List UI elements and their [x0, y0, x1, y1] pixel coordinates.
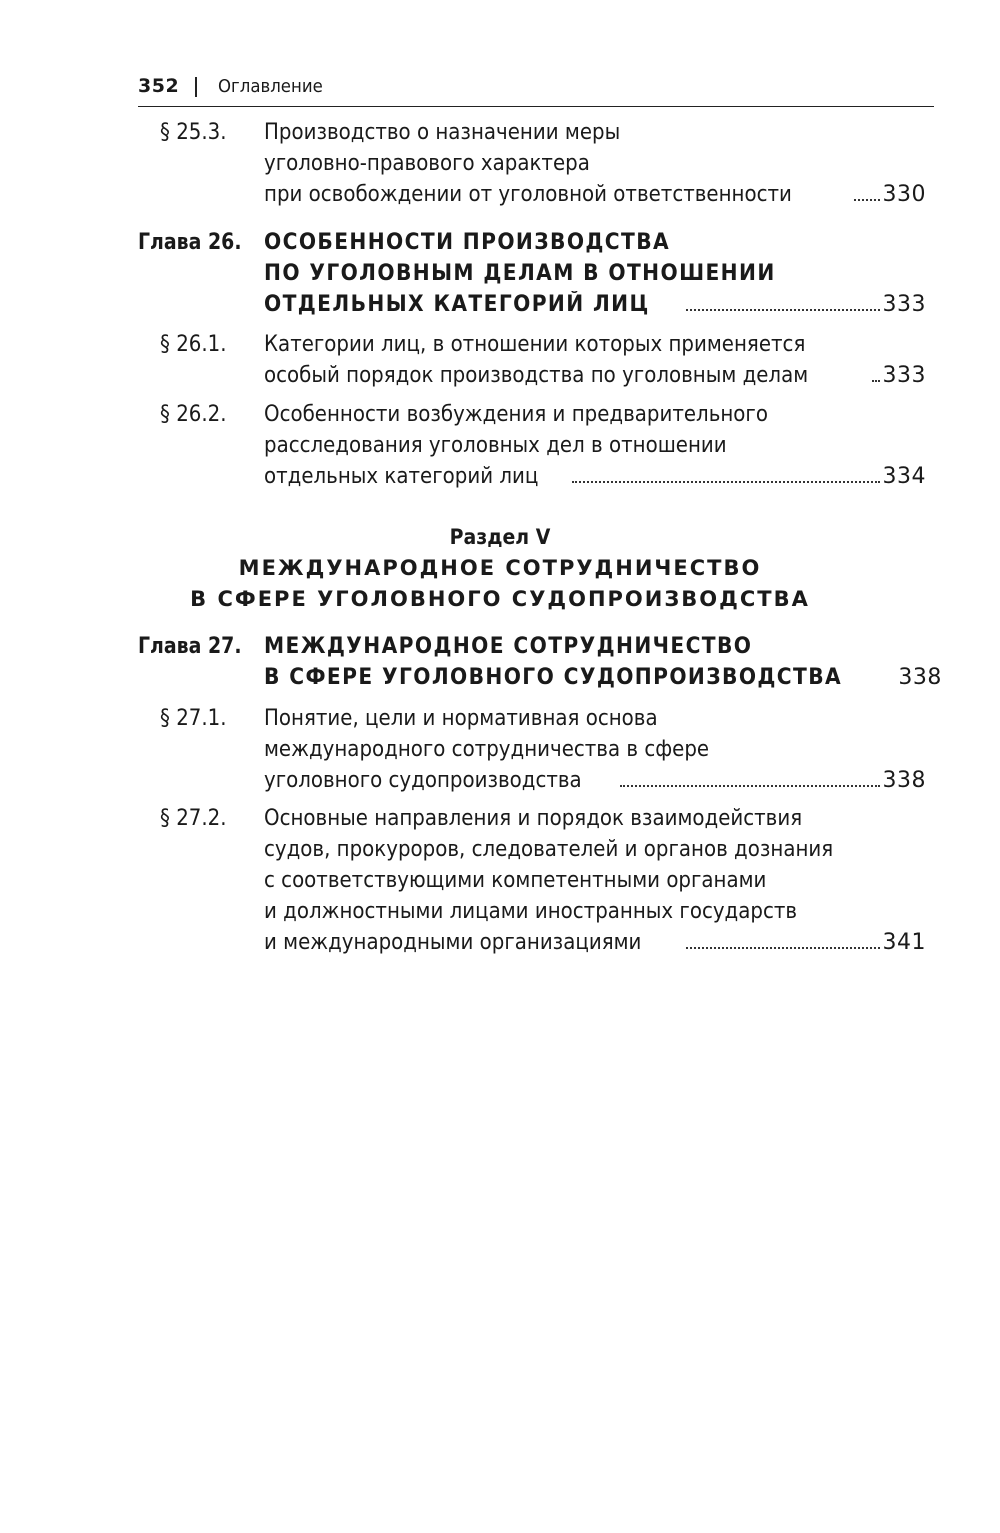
entry-body [264, 399, 926, 492]
entry-line: Основные направления и порядок взаимодействия [264, 806, 803, 831]
entry-label: § 26.1. [160, 332, 227, 357]
entry-label: § 25.3. [160, 120, 227, 145]
entry-page: 330 [882, 182, 926, 207]
entry-line: международного сотрудничества в сфере [264, 737, 710, 762]
section-heading [0, 522, 1000, 615]
entry-line: ОСОБЕННОСТИ ПРОИЗВОДСТВА [264, 230, 671, 255]
running-header [138, 72, 934, 107]
dot-leader [686, 308, 879, 311]
entry-body [264, 631, 942, 693]
dot-leader [686, 946, 879, 949]
entry-body [264, 803, 926, 958]
entry-page: 333 [882, 363, 926, 388]
entry-last-line: и международными организациями [264, 930, 642, 955]
entry-label: § 26.2. [160, 402, 227, 427]
header-title: Оглавление [218, 76, 323, 97]
dot-leader [854, 198, 880, 201]
dot-leader [872, 379, 880, 382]
entry-page: 338 [898, 665, 942, 690]
dot-leader [572, 480, 880, 483]
entry-label: Глава 27. [138, 634, 242, 659]
entry-label: § 27.1. [160, 706, 227, 731]
entry-page: 333 [882, 292, 926, 317]
entry-line: МЕЖДУНАРОДНОЕ СОТРУДНИЧЕСТВО [264, 634, 753, 659]
entry-line: Особенности возбуждения и предварительного [264, 402, 768, 427]
entry-label: Глава 26. [138, 230, 242, 255]
entry-page: 334 [882, 464, 926, 489]
entry-line: Производство о назначении меры [264, 120, 621, 145]
entry-line: Понятие, цели и нормативная основа [264, 706, 658, 731]
entry-line: судов, прокуроров, следователей и органов дознания [264, 837, 834, 862]
entry-last-line: ОТДЕЛЬНЫХ КАТЕГОРИЙ ЛИЦ [264, 292, 650, 317]
entry-last-line: уголовного судопроизводства [264, 768, 582, 793]
entry-body [264, 117, 926, 210]
section-title-line: В СФЕРЕ УГОЛОВНОГО СУДОПРОИЗВОДСТВА [190, 587, 810, 611]
entry-line: Категории лиц, в отношении которых применяется [264, 332, 806, 357]
entry-last-line: при освобождении от уголовной ответственности [264, 182, 792, 207]
entry-last-line: В СФЕРЕ УГОЛОВНОГО СУДОПРОИЗВОДСТВА [264, 665, 843, 690]
entry-line: ПО УГОЛОВНЫМ ДЕЛАМ В ОТНОШЕНИИ [264, 261, 776, 286]
entry-line: расследования уголовных дел в отношении [264, 433, 727, 458]
dot-leader [620, 784, 880, 787]
entry-line: уголовно-правового характера [264, 151, 590, 176]
entry-line: с соответствующими компетентными органами [264, 868, 767, 893]
section-title-line: МЕЖДУНАРОДНОЕ СОТРУДНИЧЕСТВО [238, 556, 762, 580]
entry-body [264, 329, 926, 391]
section-label: Раздел V [449, 525, 551, 549]
page-number: 352 [138, 75, 180, 97]
entry-last-line: отдельных категорий лиц [264, 464, 539, 489]
entry-body [264, 703, 926, 796]
entry-page: 341 [882, 930, 926, 955]
entry-page: 338 [882, 768, 926, 793]
entry-body [264, 227, 926, 320]
entry-label: § 27.2. [160, 806, 227, 831]
header-separator [195, 77, 197, 97]
entry-last-line: особый порядок производства по уголовным делам [264, 363, 809, 388]
entry-line: и должностными лицами иностранных государств [264, 899, 798, 924]
